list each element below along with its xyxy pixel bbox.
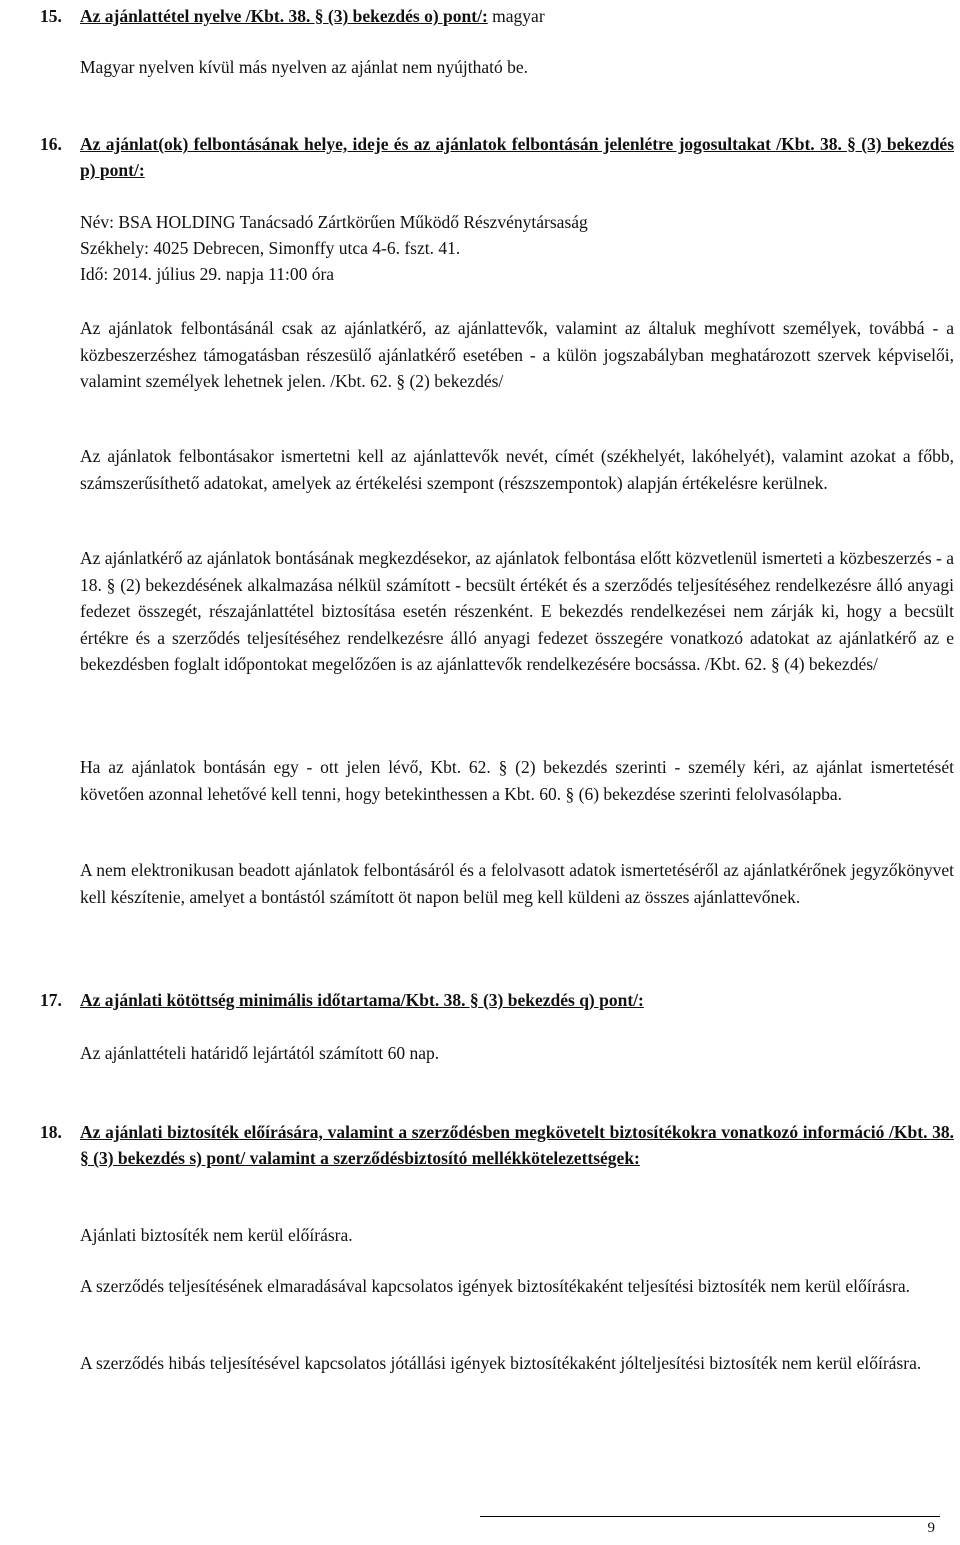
paragraph: A szerződés teljesítésének elmaradásával kapcsolatos igények biztosítékaként teljesítési biztosíték nem kerül előírásra. [80, 1276, 910, 1296]
opening-name-line: Név: BSA HOLDING Tanácsadó Zártkörűen Működő Részvénytársaság [80, 212, 588, 232]
section-17-heading [40, 987, 954, 1013]
footer-rule [480, 1516, 940, 1517]
paragraph: Az ajánlatok felbontásakor ismertetni kell az ajánlattevők nevét, címét (székhelyét, lakóhelyét), valamint azokat a főbb, számszerűsíthető adatokat, amelyek az értékelési szempont (részszempontok) alapján értékelésre kerülnek. [80, 446, 954, 493]
section-17-text: Az ajánlattételi határidő lejártától számított 60 nap. [80, 1043, 440, 1063]
paragraph: Ha az ajánlatok bontásán egy - ott jelen lévő, Kbt. 62. § (2) bekezdés szerinti - személy kéri, az ajánlat ismertetését követően azonnal lehetővé kell tenni, hogy betekinthessen a Kbt. 60. § (6) bekezdése szerinti felolvasólapba. [80, 757, 954, 804]
section-title: Az ajánlati biztosíték előírására, valamint a szerződésben megkövetelt biztosítékokra vonatkozó információ /Kbt. 38. § (3) bekezdés s) pont/ valamint a szerződésbiztosító mellékkötelezettségek: [80, 1122, 954, 1168]
page-number: 9 [927, 1520, 935, 1536]
section-18-heading [40, 1119, 954, 1171]
section-title: Az ajánlat(ok) felbontásának helye, ideje és az ajánlatok felbontásán jelenlétre jogosultakat /Kbt. 38. § (3) bekezdés p) pont/: [80, 134, 954, 180]
section-15-text: Magyar nyelven kívül más nyelven az ajánlat nem nyújtható be. [80, 57, 529, 77]
language-value: magyar [487, 6, 545, 26]
section-title: Az ajánlattétel nyelve /Kbt. 38. § (3) bekezdés o) pont/: [80, 6, 488, 26]
section-number: 18. [40, 1122, 62, 1142]
section-18-text: Ajánlati biztosíték nem kerül előírásra. [80, 1225, 353, 1245]
section-title: Az ajánlati kötöttség minimális időtartama/Kbt. 38. § (3) bekezdés q) pont/: [80, 990, 644, 1010]
section-number: 16. [40, 134, 62, 154]
opening-seat-line: Székhely: 4025 Debrecen, Simonffy utca 4-6. fszt. 41. [80, 238, 461, 258]
section-15-heading [40, 3, 954, 29]
section-number: 17. [40, 990, 62, 1010]
section-16-heading [40, 131, 954, 183]
paragraph: A szerződés hibás teljesítésével kapcsolatos jótállási igények biztosítékaként jólteljesítési biztosíték nem kerül előírásra. [80, 1353, 922, 1373]
paragraph: Az ajánlatok felbontásánál csak az ajánlatkérő, az ajánlattevők, valamint az általuk meghívott személyek, továbbá - a közbeszerzéshez támogatásban részesülő ajánlatkérő esetében - a külön jogszabályban meghatározott szervek képviselői, valamint személyek lehetnek jelen. /Kbt. 62. § (2) bekezdés/ [80, 318, 954, 391]
opening-time-line: Idő: 2014. július 29. napja 11:00 óra [80, 264, 335, 284]
section-number: 15. [40, 6, 62, 26]
paragraph: Az ajánlatkérő az ajánlatok bontásának megkezdésekor, az ajánlatok felbontása előtt közvetlenül ismerteti a közbeszerzés - a 18. § (2) bekezdésének alkalmazása nélkül számított - becsült értékét és a szerződés teljesítéséhez rendelkezésre álló anyagi fedezet összegét, részajánlattétel biztosítása esetén részenként. E bekezdés rendelkezései nem zárják ki, hogy a becsült értékre és a szerződés teljesítéséhez rendelkezésre álló anyagi fedezet összegére vonatkozó adatokat az ajánlatkérő az e bekezdésben foglalt időpontokat megelőzően is az ajánlattevők rendelkezésére bocsássa. /Kbt. 62. § (4) bekezdés/ [80, 548, 954, 674]
paragraph: A nem elektronikusan beadott ajánlatok felbontásáról és a felolvasott adatok ismertetéséről az ajánlatkérőnek jegyzőkönyvet kell készítenie, amelyet a bontástól számított öt napon belül meg kell küldeni az összes ajánlattevőnek. [80, 860, 954, 907]
